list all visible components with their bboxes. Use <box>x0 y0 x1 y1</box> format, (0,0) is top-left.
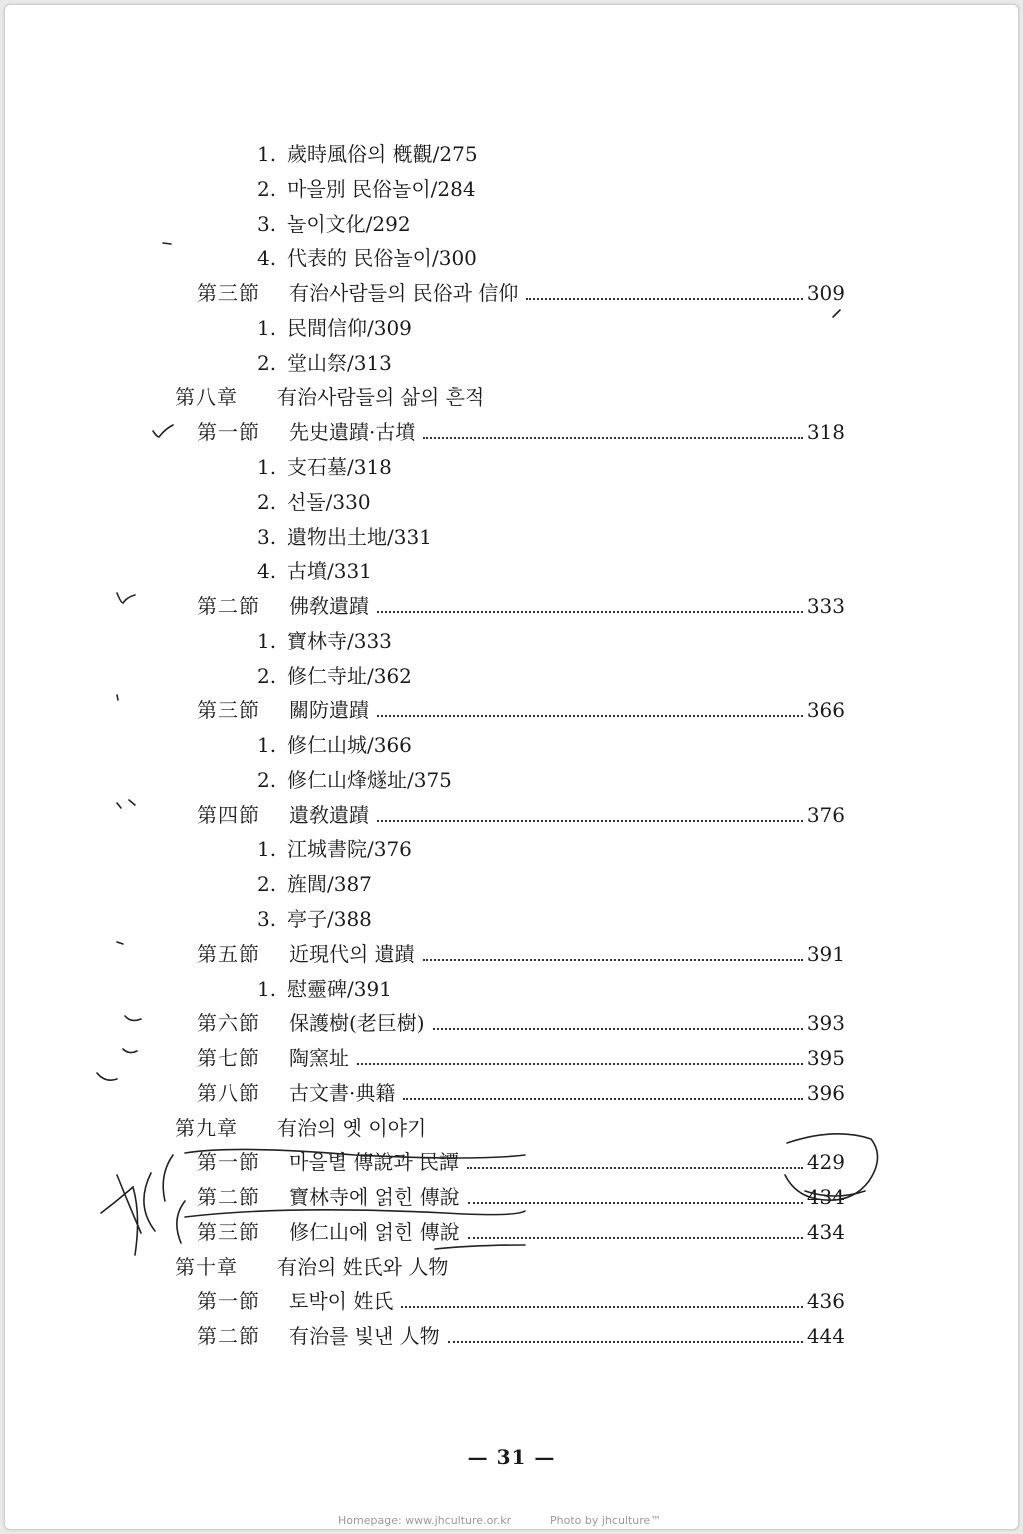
section-label: 第二節 <box>197 1324 260 1349</box>
handwritten-marks <box>5 5 1018 1529</box>
section-title: 佛敎遺蹟 <box>289 594 369 618</box>
item-title: 江城書院/376 <box>287 837 412 862</box>
pen-dot <box>117 695 118 700</box>
item-title: 代表的 民俗놀이/300 <box>287 246 477 271</box>
section-label: 第四節 <box>197 802 260 827</box>
section-label: 第一節 <box>197 420 260 445</box>
section-title: 마을별 傳說과 民譚 <box>289 1150 459 1175</box>
item-title: 遺物出土地/331 <box>287 524 432 549</box>
item-number: 3. <box>257 906 277 931</box>
item-number: 3. <box>257 211 277 236</box>
pen-dash <box>163 243 171 244</box>
item-number: 2. <box>257 350 277 375</box>
section-title: 先史遺蹟·古墳 <box>289 420 416 445</box>
section-label: 第五節 <box>197 941 260 966</box>
item-title: 놀이文化/292 <box>287 211 411 236</box>
item-title: 旌閭/387 <box>287 872 372 897</box>
section-title: 古文書·典籍 <box>289 1080 396 1105</box>
homepage-credit: Homepage: www.jhculture.or.kr <box>338 1514 512 1527</box>
underline-stroke <box>185 1149 525 1158</box>
item-title: 修仁山烽燧址/375 <box>287 767 452 792</box>
signature-scribble <box>101 1155 185 1255</box>
chapter-title: 有治의 옛 이야기 <box>277 1115 427 1140</box>
section-page: 366 <box>806 698 845 723</box>
section-label: 第二節 <box>197 594 260 618</box>
pen-curve <box>123 1049 137 1053</box>
item-number: 1. <box>257 628 277 653</box>
document-page <box>4 4 1019 1530</box>
item-number: 1. <box>257 315 277 340</box>
item-title: 古墳/331 <box>287 559 372 584</box>
item-title: 修仁山城/366 <box>287 733 412 758</box>
section-page: 376 <box>806 802 845 827</box>
check-mark <box>153 425 173 437</box>
section-label: 第七節 <box>197 1046 260 1070</box>
section-label: 第一節 <box>197 1150 260 1175</box>
section-title: 有治사람들의 民俗과 信仰 <box>289 281 519 306</box>
section-label: 第二節 <box>197 1185 260 1210</box>
section-title: 遺敎遺蹟 <box>289 802 369 827</box>
item-number: 4. <box>257 246 277 271</box>
pen-curve <box>97 1073 117 1080</box>
section-title: 修仁山에 얽힌 傳說 <box>289 1219 460 1244</box>
section-label: 第六節 <box>197 1011 260 1036</box>
item-title: 堂山祭/313 <box>287 350 392 375</box>
section-label: 第三節 <box>197 698 260 723</box>
underline-stroke <box>435 1245 525 1249</box>
section-title: 近現代의 遺蹟 <box>289 941 415 966</box>
chapter-title: 有治의 姓氏와 人物 <box>277 1254 449 1279</box>
section-label: 第三節 <box>197 1219 260 1244</box>
section-page: 393 <box>806 1011 845 1036</box>
section-page: 309 <box>806 281 845 306</box>
photo-credit: Photo by jhculture™ <box>550 1514 662 1527</box>
item-number: 2. <box>257 176 277 201</box>
section-page: 396 <box>806 1080 845 1105</box>
section-title: 寶林寺에 얽힌 傳說 <box>289 1185 460 1210</box>
item-number: 2. <box>257 663 277 688</box>
check-mark <box>117 593 135 603</box>
chapter-label: 第十章 <box>175 1254 238 1279</box>
pen-dash <box>833 310 840 317</box>
item-title: 慰靈碑/391 <box>287 976 392 1001</box>
chapter-label: 第八章 <box>175 385 238 410</box>
item-number: 1. <box>257 142 277 166</box>
item-title: 선돌/330 <box>287 489 371 514</box>
item-number: 2. <box>257 767 277 792</box>
section-page: 429 <box>806 1150 845 1175</box>
section-page: 444 <box>806 1324 845 1349</box>
section-title: 保護樹(老巨樹) <box>289 1011 425 1036</box>
section-page: 318 <box>806 420 845 445</box>
item-number: 2. <box>257 489 277 514</box>
section-page: 436 <box>806 1289 845 1314</box>
section-page: 434 <box>806 1185 845 1210</box>
section-page: 434 <box>806 1219 845 1244</box>
pen-dash <box>117 942 123 944</box>
item-number: 1. <box>257 837 277 862</box>
section-title: 有治를 빛낸 人物 <box>289 1324 440 1349</box>
pen-tick <box>117 800 135 808</box>
circle-stroke <box>785 1134 878 1200</box>
item-title: 支石墓/318 <box>287 454 392 479</box>
section-page: 391 <box>806 941 845 966</box>
page-number: — 31 — <box>467 1445 556 1469</box>
item-number: 1. <box>257 733 277 758</box>
chapter-title: 有治사람들의 삶의 흔적 <box>277 385 485 410</box>
circle-stroke <box>805 1191 865 1196</box>
item-number: 4. <box>257 559 277 584</box>
underline-stroke <box>185 1210 525 1217</box>
item-title: 民間信仰/309 <box>287 315 412 340</box>
section-label: 第三節 <box>197 281 260 306</box>
item-number: 1. <box>257 976 277 1001</box>
pen-curve <box>125 1016 141 1020</box>
section-title: 關防遺蹟 <box>289 698 369 723</box>
item-number: 2. <box>257 872 277 897</box>
chapter-label: 第九章 <box>175 1115 238 1140</box>
section-label: 第八節 <box>197 1080 260 1105</box>
item-number: 3. <box>257 524 277 549</box>
section-title: 토박이 姓氏 <box>289 1289 394 1314</box>
item-title: 寶林寺/333 <box>287 628 392 653</box>
section-page: 333 <box>806 594 845 618</box>
item-title: 마을別 民俗놀이/284 <box>287 176 476 201</box>
section-page: 395 <box>806 1046 845 1070</box>
item-title: 歲時風俗의 槪觀/275 <box>287 142 478 166</box>
section-title: 陶窯址 <box>289 1046 349 1070</box>
item-title: 亭子/388 <box>287 906 372 931</box>
section-label: 第一節 <box>197 1289 260 1314</box>
item-number: 1. <box>257 454 277 479</box>
item-title: 修仁寺址/362 <box>287 663 412 688</box>
